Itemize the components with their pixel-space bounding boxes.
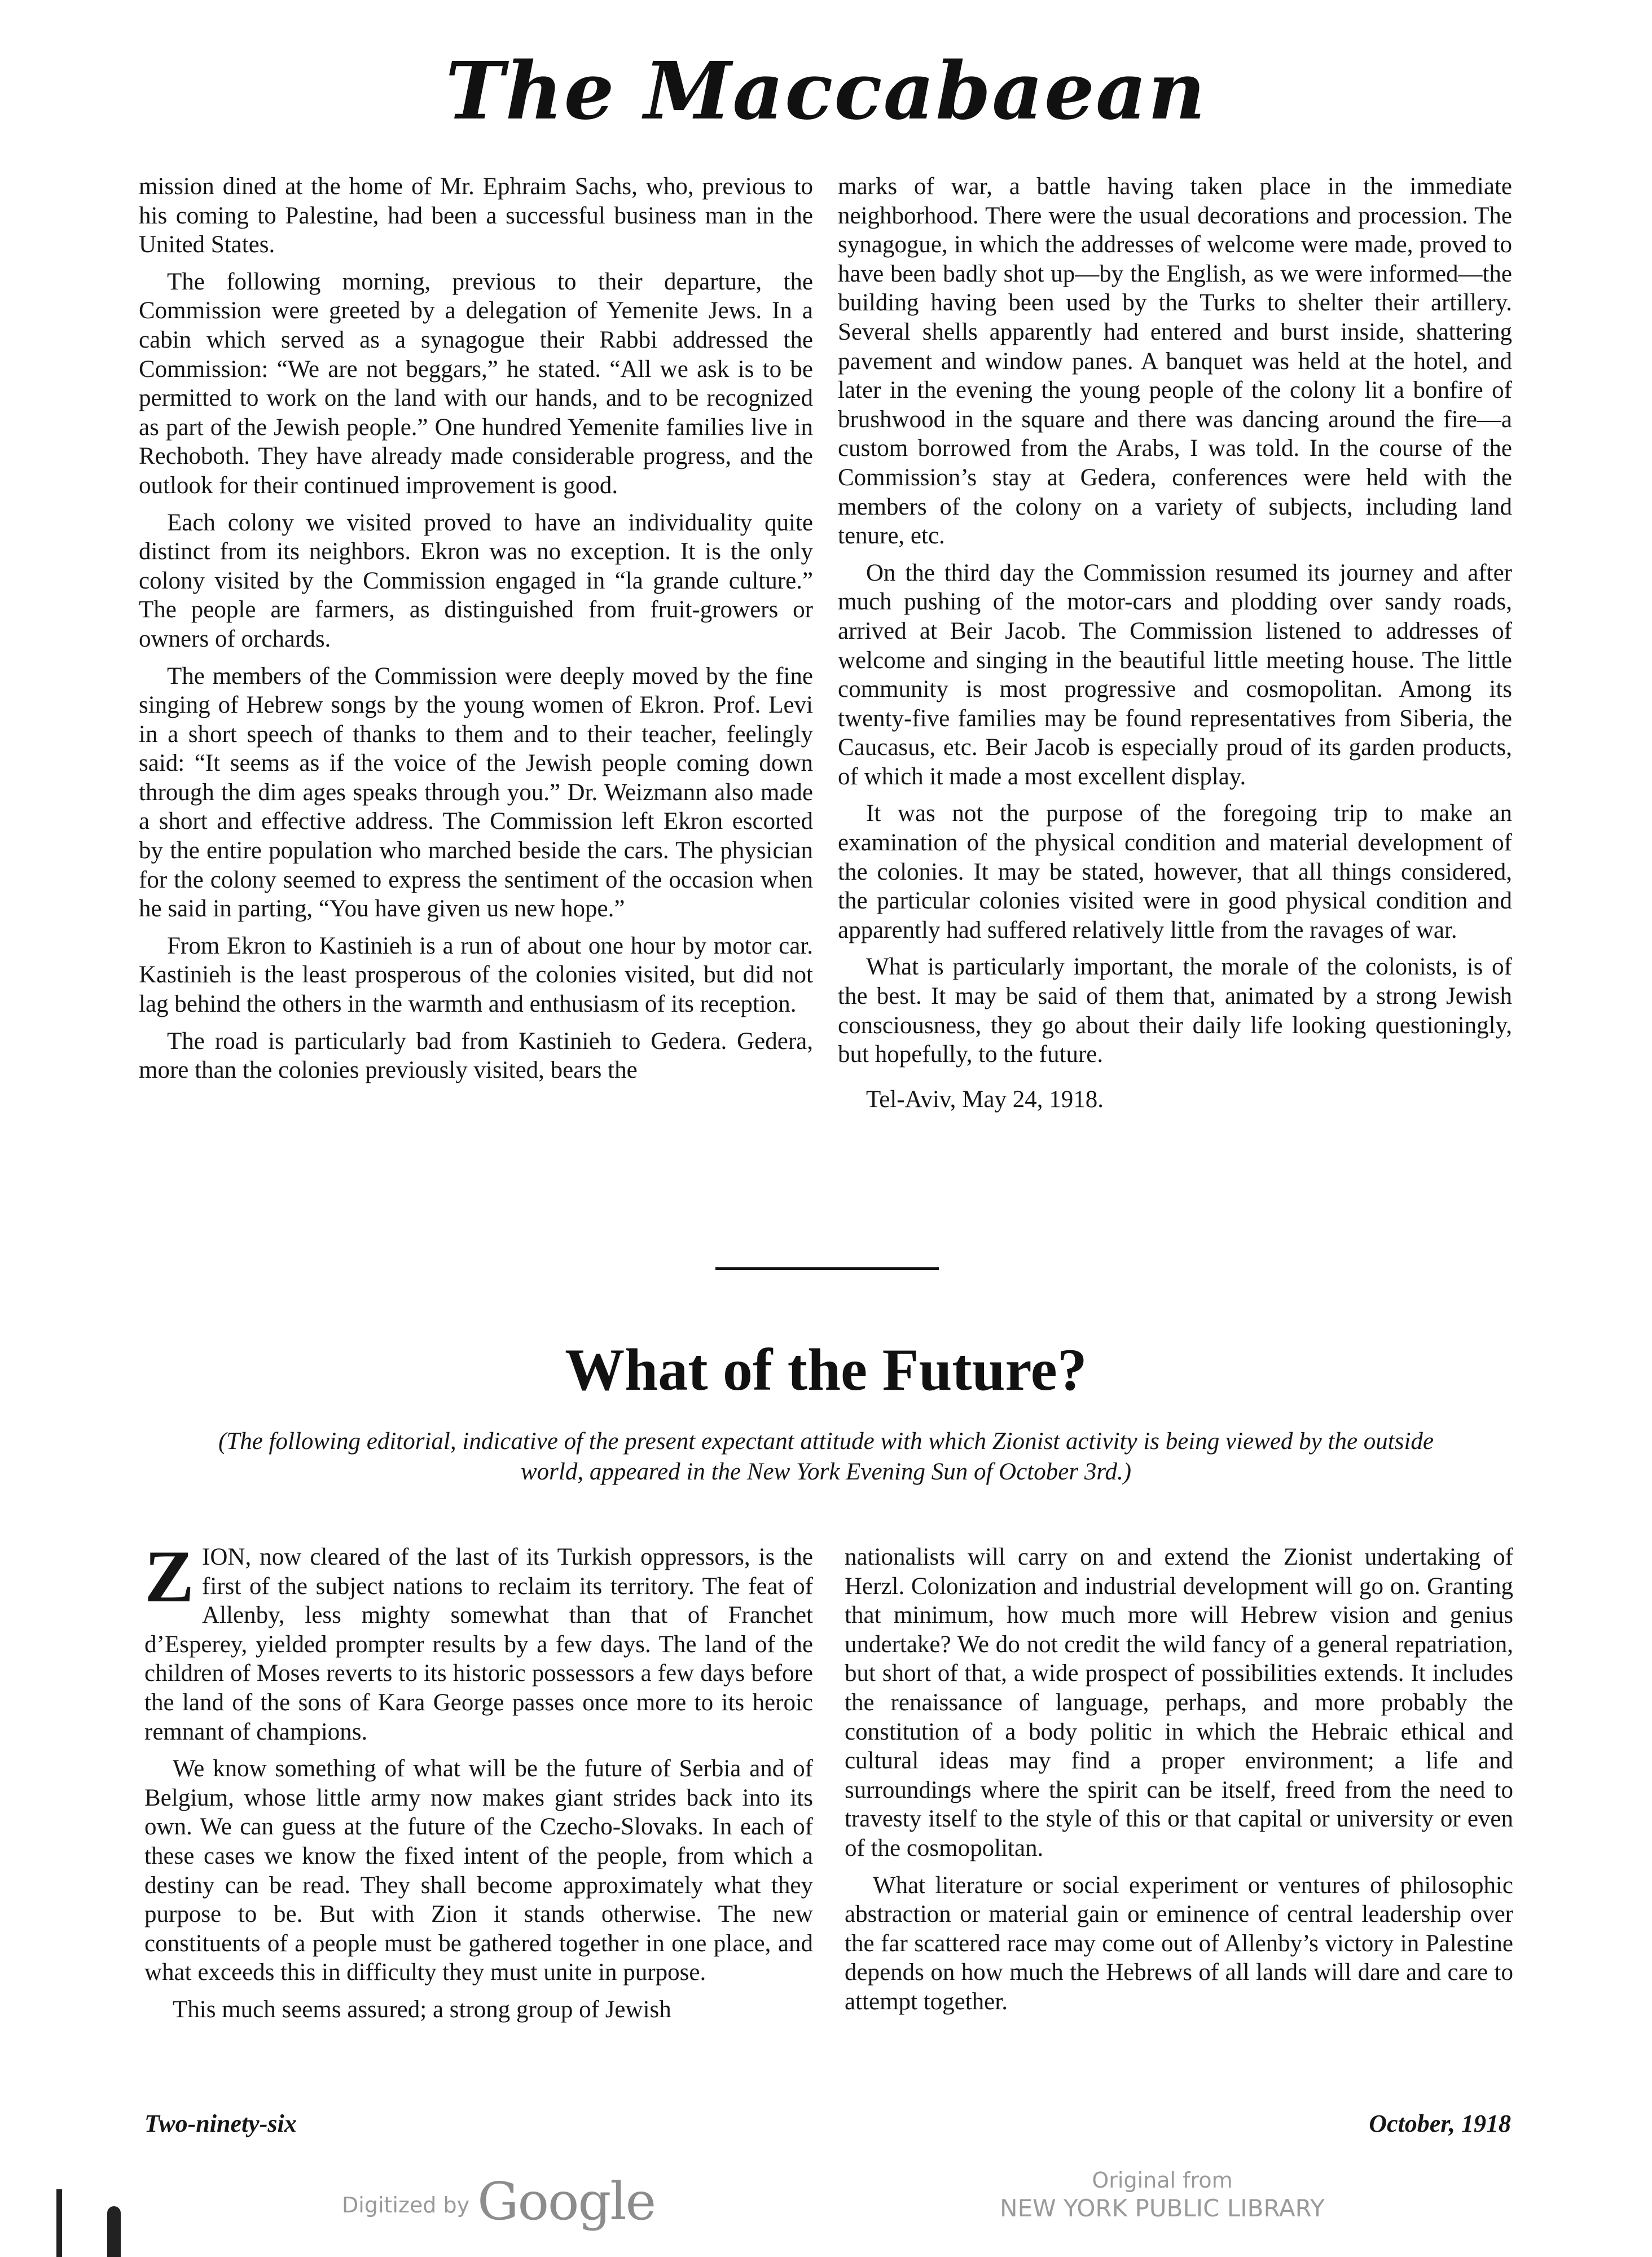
digitized-notice: [342, 2171, 655, 2232]
paragraph: The road is particularly bad from Kastinieh to Gedera. Gedera, more than the colonies previously visited, bears the: [139, 1027, 813, 1084]
paragraph: From Ekron to Kastinieh is a run of about one hour by motor car. Kastinieh is the least prosperous of the colonies visited, but did not lag behind the others in the warmth and enthusiasm of its reception.: [139, 932, 813, 1018]
article-headline: What of the Future?: [565, 1337, 1087, 1403]
page-number: Two-ninety-six: [144, 2110, 297, 2137]
paragraph: The following morning, previous to their departure, the Commission were greeted by a delegation of Yemenite Jews. In a cabin which served as a synagogue their Rabbi addressed the Commission: “We are not beggars,” he stated. “All we ask is to be permitted to work on the land with our hands, and to be recognized as part of the Jewish people.” One hundred Yemenite families live in Rechoboth. They have already made considerable progress, and the outlook for their continued improvement is good.: [139, 268, 813, 499]
paragraph: It was not the purpose of the foregoing trip to make an examination of the physical condition and material development of the colonies. It may be stated, however, that all things considered, the particular colonies visited were in good physical condition and apparently had suffered relatively little from the ravages of war.: [838, 800, 1512, 943]
section-divider: [715, 1267, 939, 1270]
paragraph: nationalists will carry on and extend the Zionist undertaking of Herzl. Colonization and industrial development will go on. Granting that minimum, how much more will Hebrew vision and genius undertake? We do not credit the wild fancy of a general repatriation, but short of that, a wide prospect of possibilities extends. It includes the renaissance of language, perhaps, and more probably the constitution of a body politic in which the Hebraic ethical and cultural ideas may find a proper environment; a life and surroundings where the spirit can be itself, freed from the need to travesty itself to the style of this or that capital or university or even of the cosmopolitan.: [845, 1544, 1513, 1861]
paragraph: On the third day the Commission resumed its journey and after much pushing of the motor-cars and plodding over sandy roads, arrived at Beir Jacob. The Commission listened to addresses of welcome and singing in the beautiful little meeting house. The little community is most progressive and cosmopolitan. Among its twenty-five families may be found representatives from Siberia, the Caucasus, etc. Beir Jacob is especially proud of its garden products, of which it made a most excellent display.: [838, 559, 1512, 790]
library-name: NEW YORK PUBLIC LIBRARY: [1000, 2194, 1325, 2222]
paragraph: We know something of what will be the future of Serbia and of Belgium, whose little army now makes giant strides back into its own. We can guess at the future of the Czecho-Slovaks. In each of these cases we know the fixed intent of the people, from which a destiny can be read. They shall become approximately what they purpose to be. But with Zion it stands otherwise. The new constituents of a people must be gathered together in one place, and what exceeds this in difficulty they must unite in purpose.: [144, 1755, 813, 1986]
editorial-column-1: [144, 1535, 813, 2032]
paragraph: What is particularly important, the morale of the colonists, is of the best. It may be said of them that, animated by a strong Jewish consciousness, they go about their daily life looking questioningly, but hopefully, to the future.: [838, 954, 1512, 1068]
paragraph: This much seems assured; a strong group of Jewish: [173, 1996, 671, 2023]
issue-date: October, 1918: [1369, 2110, 1511, 2137]
paragraph-text: ION, now cleared of the last of its Turkish oppressors, is the first of the subject nations to reclaim its territory. The feat of Allenby, less mighty somewhat than that of Franchet d’Esperey, yielded prompter results by a few days. The land of the children of Moses reverts to its historic possessors a few days before the land of the sons of Kara George passes once more to its heroic remnant of champions.: [144, 1544, 813, 1745]
library-notice: [993, 2167, 1332, 2223]
paragraph: What literature or social experiment or ventures of philosophic abstraction or material gain or eminence of central leadership over the far scattered race may come out of Allenby’s victory in Palestine depends on how much the Hebrews of all lands will dare and care to attempt together.: [845, 1872, 1513, 2015]
editorial-column-2: [845, 1543, 1513, 2025]
drop-cap: Z: [144, 1535, 195, 1618]
paragraph: marks of war, a battle having taken place in the immediate neighborhood. There were the usual decorations and procession. The synagogue, in which the addresses of welcome were made, proved to have been badly shot up—by the English, as we were informed—the building having been used by the Turks to shelter their artillery. Several shells apparently had entered and burst inside, shattering pavement and window panes. A banquet was held at the hotel, and later in the evening the young people of the colony lit a bonfire of brushwood in the square and there was dancing around the fire—a custom borrowed from the Arabs, I was told. In the course of the Commission’s stay at Gedera, conferences were held with the members of the colony on a variety of subjects, including land tenure, etc.: [838, 173, 1512, 550]
paragraph: [144, 1535, 813, 1746]
article-subhead: (The following editorial, indicative of the present expectant attitude with which Zionist activity is being viewed by the outside world, appeared in the New York Evening Sun of October 3rd.): [218, 1428, 1434, 1485]
signoff: Tel-Aviv, May 24, 1918.: [866, 1086, 1104, 1113]
google-logo: Google: [477, 2171, 656, 2232]
digitized-label: Digitized by: [342, 2193, 470, 2218]
scan-artifact: [56, 2189, 62, 2257]
article-column-1: [139, 172, 813, 1093]
paragraph: Each colony we visited proved to have an individuality quite distinct from its neighbors. Ekron was no exception. It is the only colony visited by the Commission engaged in “la grande culture.” The people are farmers, as distinguished from fruit-growers or owners of orchards.: [139, 509, 813, 652]
article-column-2: [838, 172, 1512, 1122]
masthead-title: The Maccabaean: [445, 45, 1207, 138]
scan-artifact: [107, 2206, 121, 2257]
paragraph: The members of the Commission were deeply moved by the fine singing of Hebrew songs by the young women of Ekron. Prof. Levi in a short speech of thanks to them and to their teacher, feelingly said: “It seems as if the voice of the Jewish people coming down through the dim ages speaks through you.” Dr. Weizmann also made a short and effective address. The Commission left Ekron escorted by the entire population who marched beside the cars. The physician for the colony seemed to express the sentiment of the occasion when he said in parting, “You have given us new hope.”: [139, 662, 813, 923]
paragraph: mission dined at the home of Mr. Ephraim Sachs, who, previous to his coming to Palestine, had been a successful business man in the United States.: [139, 173, 813, 258]
original-from-label: Original from: [1092, 2168, 1233, 2193]
